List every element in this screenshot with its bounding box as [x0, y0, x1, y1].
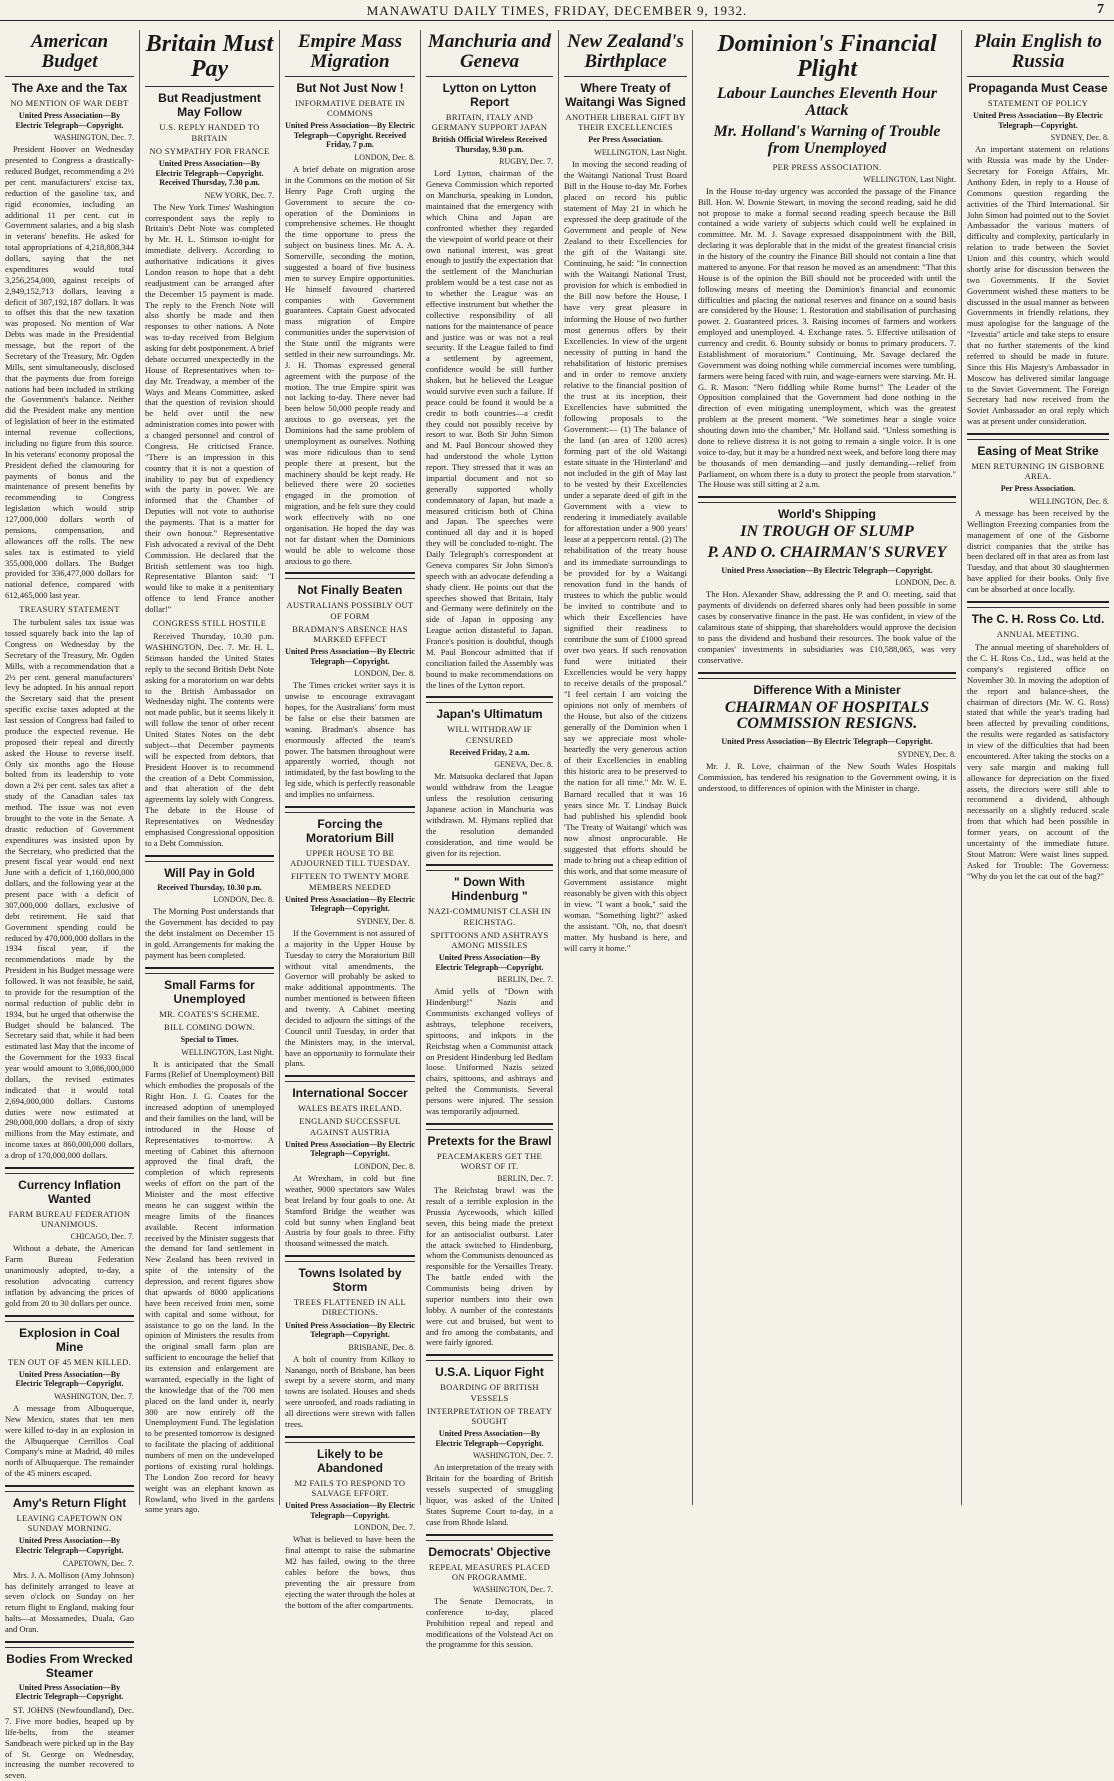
- article-body: ST. JOHNS (Newfoundland), Dec. 7. Five more bodies, heaped up by life-belts, from the steamer Sandbeach were picked up in the Bay of St. George on Wednesday, increasing the number recovered to seven.: [5, 1705, 134, 1781]
- article-body: Mrs. J. A. Mollison (Amy Johnson) has definitely arranged to leave at seven o'clock on Sunday on her return flight to England, making four halts—at Mossamedes, Duala, Gao and Oran.: [5, 1569, 134, 1634]
- article: [5, 32, 134, 1161]
- article-body: What is believed to have been the final attempt to raise the submarine M2 has failed, owing to the three cables before the bows, thus preventing the air pressure from ejecting the water through the holes at the bottom of the after compartments.: [285, 1534, 415, 1610]
- article: [426, 1354, 553, 1527]
- article-subhead: Likely to be Abandoned: [285, 1442, 415, 1475]
- newspaper-title: MANAWATU DAILY TIMES, FRIDAY, DECEMBER 9, 1932.: [366, 3, 748, 18]
- article-deck: UPPER HOUSE TO BE ADJOURNED TILL TUESDAY.: [290, 847, 410, 869]
- article-body: In the House to-day urgency was accorded the passage of the Finance Bill. Hon. W. Downie Stewart, in moving the second reading, said he did not propose to make a formal second reading speech because the Bill contained a wide variety of subjects which could well be explained in committee. Mr. M. J. Savage expressed disappointment with the Bill, declaring it was deplorable that in the midst of the greatest financial crisis in the history of the country the Finance Bill should not contain a line that mattered to anyone. For that reason he moved as an amendment: "That this House is of the opinion the Bill should not be proceeded with until the following means of meeting the Dominion's financial and economic difficulties and placing the national reserves and finance on a sound basis are considered by the House: 1. Restoration and stabilisation of purchasing power. 2. Guaranteed prices. 3. Raising incomes of farmers and workers employed and unemployed. 4. Exchange rates. 5. Effective utilisation of currency and credit. 6. Bounty subsidy or bonus to primary producers. 7. Establishment of moratorium." Continuing, Mr. Savage declared the Government was doing nothing while commercial incomes were tumbling, farmers were being faced with ruin, and wage-earners were starving. Mr. H. G. R. Mason: "Nero fiddling while Rome burns!" The Leader of the Opposition complained that the Government had done nothing in the direction of even mitigating unemployment, which was the greatest problem at the present moment. "We sometimes hear a single voice shouting down into the chamber," Mr. Holland said. "Unless something is done to relieve distress it is not going to remain a single voice. It is one voice to-day, but it may be a hundred next week, and before long there may be thousands of men demanding—and justly demanding—relief from Parliament, on whom there is a duty to protect the people from starvation." The House was still sitting at 2 a.m.: [698, 185, 956, 490]
- masthead: [0, 0, 1114, 21]
- article-body: At Wrexham, in cold but fine weather, 9000 spectators saw Wales beat Ireland by four goals to one. At Stamford Bridge the weather was cold but sunny when England beat Austria by four goals to three. Fifty thousand witnessed the match.: [285, 1173, 415, 1249]
- article-body: The Morning Post understands that the Government has decided to pay the debt instalment on December 15 in gold. Arrangements for making the payment has been completed.: [145, 906, 274, 960]
- wire-credit: United Press Association—By Electric Telegraph—Copyright.: [285, 1501, 415, 1520]
- article-body: A message from Albuquerque, New Mexico, states that ten men were killed to-day in an explosion in the Albuquerque Cerrillos Coal Company's mine at Madrid, 40 miles north of Albuquerque. The remainder of the 45 miners escaped.: [5, 1402, 134, 1479]
- wire-credit: United Press Association—By Electric Telegraph—Copyright.: [285, 894, 415, 914]
- column-6: [693, 30, 962, 1505]
- article-subhead: Difference With a Minister: [698, 678, 956, 697]
- article-subhead: Easing of Meat Strike: [967, 439, 1109, 458]
- article-body: If the Government is not assured of a majority in the Upper House by Tuesday to carry the Moratorium Bill without vital amendments, the Governor will probably be asked to make additional appointments. The number mentioned is between fifteen and twenty. A Cabinet meeting decided to adjourn the sittings of the Council until Tuesday, in order that the Ministers may, in the interval, have an opportunity to formulate their plans.: [285, 927, 415, 1069]
- wire-credit: United Press Association—By Electric Telegraph—Copyright. Received Thursday, 7.30 p.m.: [155, 158, 264, 188]
- article: [285, 32, 415, 566]
- article-deck: WALES BEATS IRELAND.: [298, 1103, 402, 1114]
- dateline: LONDON, Dec. 8.: [354, 153, 415, 163]
- article-subhead: U.S.A. Liquor Fight: [426, 1360, 553, 1379]
- article-body: A brief debate on migration arose in the Commons on the motion of Sir Henry Page Croft urging the Government to secure the co-operation of the Dominions in comprehensive schemes. He thought the time opportune to press the subject on business lines. Mr. A. A. Somerville, seconding the motion, suggested a board of five business men to survey Empire opportunities. He himself favoured chartered companies with Government guarantees. Captain Guest advocated mass migration of Empire communities under the supervision of the State until the migrants were settled in their new surroundings. Mr. J. H. Thomas expressed general agreement with the purpose of the motion. The true Empire spirit was not lacking to-day. There never had been below 50,000 people ready and anxious to go overseas, yet the Dominions had the same problem of unemployment as ourselves. Nothing was more ridiculous than to send people there at present, but the machinery should be kept ready. He believed there were 20 societies engaged in the promotion of migration, and he felt sure they could work effectively with no one organisation. He hoped the day was not far distant when the Dominions would be able to welcome those anxious to go there.: [285, 164, 415, 566]
- divider-rule: [285, 1436, 415, 1438]
- article-deck: M2 FAILS TO RESPOND TO SALVAGE EFFORT.: [294, 1477, 406, 1499]
- article: [5, 1485, 134, 1635]
- divider-rule: [5, 1641, 134, 1643]
- divider-rule: [285, 1075, 415, 1077]
- wire-credit: United Press Association—By Electric Telegraph—Copyright.: [15, 1369, 124, 1389]
- article: [564, 32, 687, 954]
- article-deck: ANOTHER LIBERAL GIFT BY THEIR EXCELLENCIES: [565, 111, 686, 133]
- dateline: WASHINGTON, Dec. 7.: [53, 133, 134, 143]
- wire-credit: United Press Association—By Electric Telegraph—Copyright.: [15, 1682, 124, 1702]
- dateline: WELLINGTON, Dec. 8.: [1029, 496, 1109, 506]
- article: [285, 572, 415, 800]
- article-subhead: Pretexts for the Brawl: [426, 1129, 553, 1148]
- article-subhead: Propaganda Must Cease: [967, 76, 1109, 95]
- article-deck: SPITTOONS AND ASHTRAYS AMONG MISSILES: [430, 929, 549, 950]
- article: [5, 1641, 134, 1781]
- divider-rule: [426, 1354, 553, 1356]
- article-body: It is anticipated that the Small Farms (Relief of Unemployment) Bill which embodies the proposals of the Right Hon. J. G. Coates for the increased adoption of unemployed and their families on the land, will be introduced in the House of Representatives to-morrow. A meeting of Cabinet this afternoon approved the final draft, the completion of which represents weeks of effort on the part of the Minister and the most effective means he can suggest within the meagre limits of the finances available. Recent information received by the Minister suggests that the demand for land settlement in New Zealand has been revived in spite of the intensity of the depression, and recent figures show that upwards of 8000 applications have been received from men, some with capital and some without, for assistance to go on the land. In the opinion of Ministers the results from the original small farm plan are sufficient to encourage the belief that its extension and enlargement are warranted, especially in the light of the knowledge that of the 700 men placed on the land under it, nearly 300 are now entirely off the Unemployment Fund. The legislation to be presented tomorrow is designed to facilitate the placing of additional numbers of men on the undeveloped portions of existing rural holdings. The London Zoo record for heavy weight was an elephant known as Rowland, who lived in the gardens some years ago.: [145, 1058, 274, 1515]
- article-headline: Dominion's Financial Plight: [717, 31, 937, 83]
- article-body: The Reichstag brawl was the result of a terrible explosion in the Prussia Aycewoods, which killed seven, this being made the pretext for an antisocialist outburst. Later the attack switched to Hindenburg, whom the Communists denounced as responsible for the Versailles Treaty. The battle ended with the Communists being driven by superior numbers into their own lobby. A number of the contestants were cut and bruised, but went to and fro among the combatants, and were fairly ignored.: [426, 1185, 554, 1348]
- dateline: LONDON, Dec. 8.: [354, 1162, 415, 1172]
- article: [426, 1534, 553, 1651]
- article-deck: NO SYMPATHY FOR FRANCE: [149, 145, 270, 156]
- dateline: BERLIN, Dec. 7.: [497, 1174, 553, 1184]
- divider-rule: [5, 1167, 134, 1169]
- dateline: LONDON, Dec. 8.: [354, 669, 415, 679]
- article-headline: New Zealand's Birthplace: [567, 31, 684, 72]
- article-deck: ANNUAL MEETING.: [996, 628, 1080, 639]
- article-subhead: Japan's Ultimatum: [426, 702, 553, 721]
- article-deck: FARM BUREAU FEDERATION UNANIMOUS.: [8, 1208, 131, 1230]
- divider-rule: [426, 1123, 553, 1125]
- article: [426, 696, 553, 858]
- article-body: President Hoover on Wednesday presented to Congress a drastically-reduced Budget, recommending a 2½ per cent. manufacturers' excise tax, reduction of the gasoline tax, and rigid economies, including an additional 11 per cent. cut in Government salaries, and a big slash in veterans' benefits. He asked for total appropriations of 4,218,808,344 dollars, saying that the net expenditures would total 3,256,254,000, against receipts of 2,949,152,713 dollars, leaving a deficit of 307,192,187 dollars. It was to offset this that the new taxation was proposed. No mention of War Debts was made in the Presidential message, but the report of the Secretary of the Treasury, Mr. Ogden Mills, sent simultaneously, disclosed that the payments due from foreign nations had been included in striking the Government's balance. Neither did the President make any mention of legislation of beer in the estimated internal revenue collections, including no figure from this source. In his veterans' economy proposal the President defied the clamouring for payments of bonus and the maintenance of present benefits by recommending to Congress legislation which would strip 127,000,000 dollars worth of pensions, compensation, and allowances off the rolls. The new sales tax is estimated to yield 355,000,000 dollars. The Budget provided for 336,477,000 dollars for national defence, compared with 612,465,000 last year.: [5, 144, 134, 601]
- article-body: An important statement on relations with Russia was made by the Under-Secretary for Foreign Affairs, Mr. Anthony Eden, in reply to a House of Commons question regarding the activities of the Third International. Sir John Simon had pointed out to the Soviet Ambassador the various matters of difficulty and complexity, particularly in relation to trade between the Soviet Union and this country, which would shortly arise for discussion between the two Governments. If the Soviet Government wished these matters to be discussed in the usual manner as between Governments in friendly relations, they must apologise for the language of the "Izvestia" article and take steps to ensure that no further statements of the kind referred to should be made in future. Since this His Majesty's Ambassador in Moscow has delivered similar language to the Soviet Government. The Foreign Secretary had now received from the Soviet Ambassador an oral reply which was at present under consideration.: [967, 144, 1109, 427]
- article-subhead: Where Treaty of Waitangi Was Signed: [564, 76, 687, 109]
- dateline: SYDNEY, Dec. 8.: [1050, 133, 1109, 143]
- wire-credit: British Official Wireless Received Thursday, 9.30 p.m.: [432, 135, 547, 154]
- article: [698, 496, 956, 665]
- article-body: The Hon. Alexander Shaw, addressing the P. and O. meeting, said that payments of dividends on deferred shares only had been possible in some cases by conservative finance in the past. He was confident, in view of the calamitous state of shipping, that shareholders would approve the decision to pass the dividend and husband their resources. The book value of the companies' investments in subsidiaries was £10,588,065, was very conservative.: [698, 589, 956, 665]
- column-2: [140, 30, 280, 1515]
- dateline: RUGBY, Dec. 7.: [499, 157, 553, 167]
- article: [285, 1075, 415, 1249]
- article: [698, 32, 956, 490]
- wire-credit: Received Thursday, 10.30 p.m.: [157, 882, 262, 892]
- wire-credit: Special to Times.: [180, 1035, 239, 1044]
- column-3: [280, 30, 421, 1610]
- article: [967, 433, 1109, 595]
- article-body-continued: The turbulent sales tax issue was tossed squarely back into the lap of Congress on Wednesday by the Secretary of the Treasury, Mr. Ogden Mills, with a recommendation that a 2½ per cent. general manufacturers' levy be adopted. In his annual report the Secretary said that the present specific excise taxes adopted at the last session of Congress had failed to produce the expected revenue. He proposed their repeal and directly asked the House to reverse itself. Only six months ago the House bolted from its leadership to vote down a 2¼ per cent. sales tax after a study of the Canadian sales tax method. The issue was not even brought to the vote in the Senate. A drastic reduction of Government expenditures was insisted upon by the Secretary, who predicted that the present fiscal year would end next June with a deficit of 1,160,000,000 dollars, and the following year at the present pace with a deficit of 307,000,000 dollars, exclusive of debt retirement. He said that Government spending could be reduced by 470,000,000 dollars in the 1934 fiscal year, if the recommendations made by the President in his Budget message were followed. It was not feasible, he said, to provide for the resumption of the normal reduction of public debt in 1934, but he urged that otherwise the Budget should be balanced. The Secretary said that, while it had been estimated last May that the income of the Government for the 1933 fiscal year would amount to 3,086,000,000 dollars, the revised estimates indicated that it would total 2,694,000,000 dollars. Customs duties were now estimated at 290,000,000 dollars, a drop of sixty millions from the May estimate, and income taxes at 860,000,000 dollars, a drop of 170,000,000 dollars.: [5, 617, 134, 1161]
- article-deck: FIFTEEN TO TWENTY MORE MEMBERS NEEDED: [291, 871, 409, 892]
- article-body: Lord Lytton, chairman of the Geneva Commission which reported on Manchuria, speaking in London, maintained that the emergency with which China and Japan are confronted whether they regarded the viewpoint of world peace or their own national interest, was great enough to justify the expectation that the settlement of the Manchurian problem would be a test case not as to whether the League was an effective instrument but whether the collective responsibility of all nations for the maintenance of peace and justice was or was not a real security. If the League failed to find a settlement by agreement, confidence would be still further shaken, but he believed the League would survive even such a failure. If peace could be found it would be a credit to both countries—a credit they could not possibly receive by resort to war. Both Sir John Simon and M. Paul Boncour showed they had understood the whole Lytton report. They stressed that it was an impartial document and not so generally supported wholly condemnatory of Japan, but made a measured criticism both of China and Japan. The speeches were continued all day and it is hoped they will be concluded to-night. The Daily Telegraph's correspondent at Geneva compares Sir John Simon's speech with an advocate defending a shady client. He points out that the speeches showed that Britain, Italy and Germany were definitely on the side of Japan in opposing any League action distasteful to Japan. France's position is doubtful, though M. Paul Boncour admitted that if conciliation failed the Assembly was bound to make recommendations on the lines of the Lytton report.: [426, 168, 553, 690]
- column-4: [421, 30, 559, 1650]
- article-deck: MR. COATES'S SCHEME.: [159, 1008, 260, 1019]
- wire-credit: United Press Association—By Electric Telegraph—Copyright.: [721, 737, 933, 747]
- article-deck: U.S. REPLY HANDED TO BRITAIN: [159, 122, 260, 143]
- article-headline: Plain English to Russia: [974, 31, 1102, 72]
- dateline: LONDON, Dec. 8.: [213, 895, 274, 905]
- article-deck: TEN OUT OF 45 MEN KILLED.: [7, 1356, 132, 1367]
- section-subhead: CONGRESS STILL HOSTILE: [152, 617, 267, 628]
- article: [426, 864, 553, 1116]
- dateline: WELLINGTON, Last Night.: [181, 1047, 274, 1057]
- article-headline: American Budget: [30, 31, 109, 72]
- article-deck: BOARDING OF BRITISH VESSELS: [440, 1382, 539, 1403]
- article-deck: IN TROUGH OF SLUMP: [740, 523, 914, 541]
- article-deck: NO MENTION OF WAR DEBT: [10, 97, 129, 108]
- page-number: 7: [1097, 2, 1104, 17]
- article: [285, 806, 415, 1069]
- article-headline: Empire Mass Migration: [298, 31, 402, 72]
- divider-rule: [5, 1315, 134, 1317]
- article-deck: STATEMENT OF POLICY: [987, 97, 1089, 108]
- article-subhead: Lytton on Lytton Report: [426, 76, 553, 109]
- wire-credit: United Press Association—By Electric Telegraph—Copyright.: [435, 953, 544, 972]
- dateline: WASHINGTON, Dec. 7.: [472, 1584, 553, 1594]
- divider-rule: [698, 672, 956, 674]
- wire-credit: United Press Association—By Electric Telegraph—Copyright.: [285, 1320, 415, 1340]
- wire-credit: United Press Association—By Electric Telegraph—Copyright.: [15, 111, 124, 130]
- article: [426, 1123, 553, 1349]
- divider-rule: [285, 806, 415, 808]
- divider-rule: [285, 1255, 415, 1257]
- article-subhead: Explosion in Coal Mine: [5, 1321, 134, 1354]
- divider-rule: [967, 601, 1109, 603]
- dateline: SYDNEY, Dec. 8.: [356, 916, 415, 926]
- article-deck: Mr. Holland's Warning of Trouble from Unemployed: [713, 122, 941, 157]
- article-body-continued: Received Thursday, 10.30 p.m. WASHINGTON, Dec. 7. Mr. H. L. Stimson handed the United States reply to the second British Debt Note asking for a moratorium on war debts to the British Ambassador on Wednesday night. The contents were not made public, but it seems likely it will follow the tenor of other recent United States Notes on the debt subject—that December payments will be expected from debtors, that President Hoover is to recommend the creation of a Debt Commission, and that alteration of the debt agreements lay solely with Congress. The debate in the House of Representatives on Wednesday emphasised Congressional opposition to a Debt Commission.: [145, 631, 274, 848]
- article-deck: CHAIRMAN OF HOSPITALS COMMISSION RESIGNS.: [724, 698, 930, 733]
- article: [145, 855, 274, 961]
- article-deck: MEN RETURNING IN GISBORNE AREA.: [971, 461, 1105, 482]
- article-body: The annual meeting of shareholders of the C. H. Ross Co., Ltd., was held at the company's registered office on November 30. In moving the adoption of the report and balance-sheet, the chairman of directors (Mr. W. G. Ross) stated that while the year's trading had been affected by prevailing conditions, the results were regarded as satisfactory in view of the difficulties that had been encountered. After taking the stocks on a very safe margin and making full allowance for depreciation on the fixed assets, the directors were still able to recommend a dividend, although necessarily on a slightly reduced scale from that which had been possible in former years, on account of the uncertainty of the immediate future. Stout Matron: Were waist lines supped. Asked for Trouble: The Governess: "Why do you let the cat out of the bag?": [967, 642, 1109, 881]
- article: [145, 967, 274, 1516]
- article-deck: BRITAIN, ITALY AND GERMANY SUPPORT JAPAN: [431, 111, 548, 133]
- article-subhead: Will Pay in Gold: [145, 861, 274, 880]
- wire-credit: United Press Association—By Electric Telegraph—Copyright.: [435, 1429, 544, 1448]
- article-body: An interpretation of the treaty with Britain for the boarding of British vessels suspected of smuggling liquor, was asked of the United States Supreme Court to-day, in a case from Rhode Island.: [426, 1462, 553, 1527]
- divider-rule: [967, 433, 1109, 435]
- article-body: The Times cricket writer says it is unwise to encourage extravagant hopes, for the Australians' form must be false or else their batsmen are waning. Bradman's absence has enormously affected the team's power. The batsmen throughout were apparently worried, though not intimidated, by the fast bowling to the leg side, which is perfectly reasonable and implies no unfairness.: [285, 680, 415, 800]
- dateline: WELLINGTON, Last Night.: [594, 147, 687, 157]
- divider-rule: [426, 1534, 553, 1536]
- article: [285, 1436, 415, 1611]
- article-subhead: Small Farms for Unemployed: [145, 973, 274, 1006]
- article-body: A bolt of country from Kilkoy to Nanango, north of Brisbane, has been swept by a severe storm, and many towns are isolated. Houses and sheds were unroofed, and roads radiating in all directions were strewn with fallen trees.: [285, 1353, 415, 1429]
- divider-rule: [426, 696, 553, 698]
- article-deck: INTERPRETATION OF TREATY SOUGHT: [426, 1405, 553, 1426]
- article-body: Amid yells of "Down with Hindenburg!" Nazis and Communists exchanged volleys of ashtrays, telephone receivers, spittoons, and inkpots in the Reichstag when a Communist attack on President Hindenburg led Bedlam loose. Uniformed Nazis seized chairs, spittoons, and ashtrays and pelted the Communists. Several persons were injured. The session was temporarily adjourned.: [426, 986, 553, 1116]
- column-5: [559, 30, 693, 1505]
- article-deck: REPEAL MEASURES PLACED ON PROGRAMME.: [428, 1561, 551, 1582]
- dateline: LONDON, Dec. 8.: [895, 578, 956, 588]
- article-deck: P. AND O. CHAIRMAN'S SURVEY: [707, 544, 947, 562]
- dateline: WELLINGTON, Last Night.: [863, 174, 956, 184]
- article: [285, 1255, 415, 1430]
- article-subhead: Currency Inflation Wanted: [5, 1173, 134, 1206]
- wire-credit: Received Friday, 2 a.m.: [449, 747, 530, 757]
- article: [145, 32, 274, 849]
- article-body: Without a debate, the American Farm Bureau Federation unanimously adopted, to-day, a resolution advocating currency inflation by advancing the prices of gold from 20 to 30 dollars per ounce.: [5, 1243, 134, 1308]
- article-deck: LEAVING CAPETOWN ON SUNDAY MORNING.: [16, 1513, 123, 1534]
- article-subhead: World's Shipping: [698, 502, 956, 521]
- article-subhead: Democrats' Objective: [426, 1540, 553, 1559]
- article-subhead: Amy's Return Flight: [5, 1491, 134, 1510]
- article: [967, 601, 1109, 881]
- article: [5, 1167, 134, 1309]
- divider-rule: [5, 1485, 134, 1487]
- article-body: Mr. Matsuoka declared that Japan would withdraw from the League unless the resolution censuring Japanese action in Manchuria was withdrawn. M. Hymans replied that the resolution demanded consideration, and time would be given for its rejection.: [426, 771, 553, 858]
- article-headline: Manchuria and Geneva: [427, 31, 552, 72]
- article-headline: Britain Must Pay: [145, 31, 274, 83]
- article-deck: PEACEMAKERS GET THE WORST OF IT.: [436, 1150, 543, 1172]
- article-deck: TREES FLATTENED IN ALL DIRECTIONS.: [293, 1297, 407, 1318]
- article-subhead: Bodies From Wrecked Steamer: [5, 1647, 134, 1680]
- divider-rule: [426, 864, 553, 866]
- article-deck: ENGLAND SUCCESSFUL AGAINST AUSTRIA: [299, 1116, 401, 1137]
- dateline: BRISBANE, Dec. 8.: [348, 1342, 415, 1352]
- article-deck: INFORMATIVE DEBATE IN COMMONS: [295, 97, 405, 119]
- dateline: BERLIN, Dec. 7.: [497, 975, 553, 985]
- article-subhead: The Axe and the Tax: [5, 76, 134, 95]
- wire-credit: United Press Association—By Electric Telegraph—Copyright.: [15, 1536, 124, 1556]
- dateline: CHICAGO, Dec. 7.: [70, 1232, 134, 1242]
- article-body: In moving the second reading of the Waitangi National Trust Board Bill in the House to-day Mr. Forbes placed on record his public statement of May 21 in which he expressed the deep gratitude of the Government and people of New Zealand to their Excellencies for the gift of the Waitangi site. Continuing, he said: "In connection with the Waitangi National Trust, provision for which is embodied in the Bill now before the House, I have very great pleasure in informing the House of two further most generous offers by their Excellencies. In view of the urgent necessity of putting in hand the rehabilitation of historic premises and in order to remove anxiety relative to the financial position of the trust at its inception, their Excellencies have submitted the following proposals to the Government:— (1) The balance of the land (an area of 1200 acres) forming part of the old Waitangi estate situate in the 'Hinterland' and not included in the gift of May last to be vested by their Excellencies under a separate deed of gift in the Government with a view to rendering it immediately available for afforestation under a 900 years' lease at a peppercorn rental. (2) The rehabilitation of the treaty house and its immediate surroundings to be provided for by a Waitangi renovation fund in the hands of trustees to which the public would be invited to contribute and to which their Excellencies have signified their readiness to contribute the sum of £1000 spread over two years. If such renovation fund were initiated their Excellencies would be very happy to receive details of the proposal." "I feel certain I am voicing the opinions not only of members of the House, but also of the citizens generally of the Dominion when I say we appreciate most whole-heartedly the very generous action of their Excellencies in enabling this historic area to be preserved to the nation for all time." Mr. W. E. Barnard recalled that it was 16 years since Mr. T. Lindsay Buick had published his splendid book 'The Treaty of Waitangi' which was now almost unprocurable. He suggested that efforts should be made to bring out a cheap edition of this work, and that some measure of Government assistance might reasonably be given with this object in view. "I want a book," said the woman. "Something light?" asked the assistant. "Oh, no, that doesn't matter. My husband is here, and will carry it home.": [564, 158, 687, 954]
- article-subhead: Towns Isolated by Storm: [285, 1261, 415, 1294]
- wire-credit: United Press Association—By Electric Telegraph—Copyright.: [973, 111, 1103, 130]
- article: [967, 32, 1109, 427]
- wire-credit: United Press Association—By Electric Telegraph—Copyright. Received Friday, 7 p.m.: [285, 121, 415, 150]
- dateline: NEW YORK, Dec. 7.: [204, 190, 274, 200]
- dateline: SYDNEY, Dec. 8.: [897, 749, 956, 759]
- article-body: Mr. J. R. Love, chairman of the New South Wales Hospitals Commission, has tendered his resignation to the Government owing, it is understood, to differences of opinion with the Minister in charge.: [698, 760, 956, 793]
- article-body: The Senate Democrats, in conference to-day, placed Prohibition repeal and repeal and modifications of the Volstead Act on the programme for this session.: [426, 1595, 553, 1650]
- article: [698, 672, 956, 794]
- article-deck: BRADMAN'S ABSENCE HAS MARKED EFFECT: [292, 623, 408, 644]
- column-7: [962, 30, 1114, 1505]
- divider-rule: [285, 572, 415, 574]
- divider-rule: [698, 496, 956, 498]
- article-body: The New York Times' Washington correspondent says the reply to Britain's Debt Note was completed by Mr. H. L. Stimson to-night for immediate delivery. According to authoritative indications it gives London reason to hope that a debt readjustment can be arranged after the December 15 payment is made. The reply to the French Note will also shortly be made and then responses to other nations. A Note was to-day received from Belgium asking for debt postponement. A brief debate occurred unexpectedly in the House of Representatives when to-day Mr. Treadway, a member of the Ways and Means Committee, asked that the question of revision should be held over until the new administration comes into power with a changed personnel and control of Congress. He criticised France. "There is an impression in this country that it is not a question of inability to pay but of expediency with the party in power. We are informed that the Chamber of Deputies will not vote to authorise the payments. That is a matter for their own honour." Representative Fish advocated a revival of the Debt Commission. He declared that the British settlement was too high. Representative Blanton said: "I would like to make it a penitentiary offence to lend France another dollar!": [145, 201, 274, 615]
- article-subhead: The C. H. Ross Co. Ltd.: [967, 607, 1109, 626]
- dateline: WASHINGTON, Dec. 7.: [53, 1391, 134, 1401]
- article-deck: Labour Launches Eleventh Hour Attack: [716, 85, 938, 120]
- article-body: A message has been received by the Wellington Freezing companies from the management of one of the Gisborne district companies that the strike has been declared off in that area as from last Tuesday, and that about 30 slaughtermen have applied for their books. Only five can be absorbed at once locally.: [967, 507, 1109, 595]
- wire-credit: United Press Association—By Electric Telegraph—Copyright.: [721, 565, 933, 575]
- article-deck: PER PRESS ASSOCIATION.: [772, 161, 882, 172]
- article-subhead: Forcing the Moratorium Bill: [285, 812, 415, 845]
- dateline: GENEVA, Dec. 8.: [494, 760, 553, 770]
- article-deck: BILL COMING DOWN.: [164, 1021, 255, 1032]
- dateline: CAPETOWN, Dec. 7.: [62, 1558, 134, 1568]
- wire-credit: Per Press Association.: [588, 135, 663, 145]
- wire-credit: Per Press Association.: [1000, 484, 1076, 494]
- divider-rule: [145, 855, 274, 857]
- article-subhead: International Soccer: [285, 1081, 415, 1100]
- wire-credit: United Press Association—By Electric Telegraph—Copyright.: [285, 647, 415, 666]
- article-deck: WILL WITHDRAW IF CENSURED: [447, 724, 532, 745]
- article-subhead: Not Finally Beaten: [285, 578, 415, 597]
- article-deck: NAZI-COMMUNIST CLASH IN REICHSTAG.: [428, 906, 551, 927]
- column-1: [0, 30, 140, 1781]
- article: [5, 1315, 134, 1480]
- dateline: WASHINGTON, Dec. 7.: [472, 1451, 553, 1461]
- wire-credit: United Press Association—By Electric Telegraph—Copyright.: [285, 1139, 415, 1159]
- section-subhead: TREASURY STATEMENT: [19, 604, 120, 614]
- divider-rule: [145, 967, 274, 969]
- article-deck: But Readjustment May Follow: [145, 86, 274, 119]
- article-subhead: But Not Just Now !: [285, 76, 415, 95]
- article: [426, 32, 553, 690]
- article-deck: AUSTRALIANS POSSIBLY OUT OF FORM: [286, 600, 414, 621]
- dateline: LONDON, Dec. 7.: [354, 1523, 415, 1533]
- article-subhead: " Down With Hindenburg ": [426, 870, 553, 903]
